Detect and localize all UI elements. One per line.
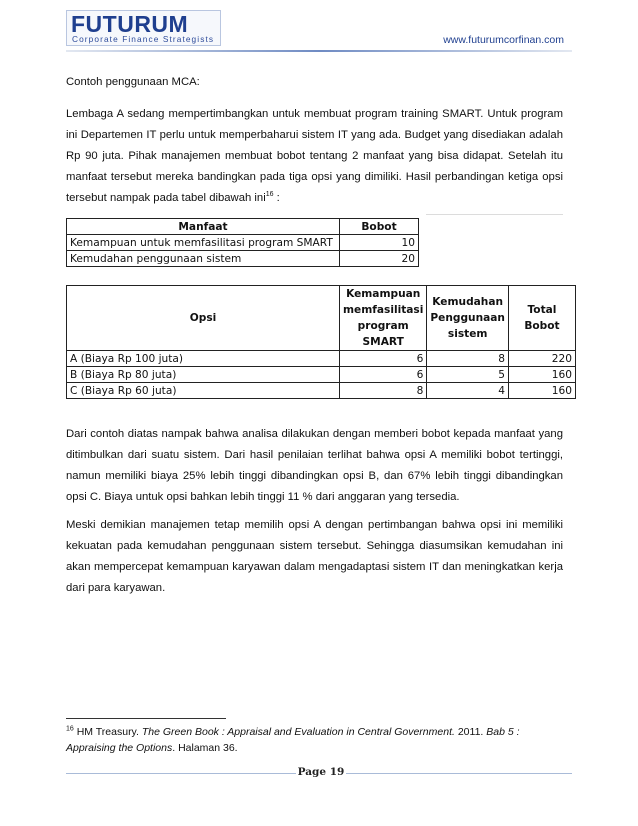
options-table-wrapper <box>66 285 576 399</box>
footer-divider-right <box>346 773 572 774</box>
cell-kemudahan: 8 <box>427 351 509 367</box>
header-divider <box>66 50 572 52</box>
cell-kemampuan: 6 <box>340 351 427 367</box>
intro-text: Contoh penggunaan MCA: <box>66 76 200 88</box>
footnote-ref: 16 <box>265 191 274 199</box>
cell-total-bobot: 220 <box>508 351 575 367</box>
paragraph-1-suffix: : <box>273 192 280 204</box>
logo-title: FUTURUM <box>71 11 189 37</box>
table-row <box>67 367 576 383</box>
footnote-chapter: Bab 5 : Appraising the Options <box>66 726 520 754</box>
footer-divider-left <box>66 773 296 774</box>
header-total-bobot: Total Bobot <box>508 286 575 351</box>
page-number: Page 19 <box>297 766 345 778</box>
weights-table-wrapper <box>66 218 419 267</box>
cell-kemudahan: 5 <box>427 367 509 383</box>
weights-table <box>66 218 419 267</box>
table-header-row <box>67 219 419 235</box>
logo-subtitle: Corporate Finance Strategists <box>72 34 215 44</box>
cell-total-bobot: 160 <box>508 383 575 399</box>
table-row <box>67 235 419 251</box>
cell-bobot: 20 <box>340 251 419 267</box>
paragraph-2: Dari contoh diatas nampak bahwa analisa dilakukan dengan memberi bobot kepada manfaat yang ditimbulkan dari suatu sistem. Dari hasil penilaian terlihat bahwa opsi A memiliki bobot tertinggi, namun memiliki biaya 25% lebih tinggi dibandingkan opsi B, dan 67% lebih tinggi dibandingkan opsi C. Biaya untuk opsi bahkan lebih tinggi 11 % dari anggaran yang tersedia. <box>66 428 563 503</box>
cell-total-bobot: 160 <box>508 367 575 383</box>
main-content <box>66 74 563 209</box>
paragraph-1-text: Lembaga A sedang mempertimbangkan untuk membuat program training SMART. Untuk program ini Departemen IT perlu untuk memperbaharui sistem IT yang ada. Budget yang disediakan adalah Rp 90 juta. Pihak manajemen membuat bobot tentang 2 manfaat yang bisa didapat. Setelah itu manfaat tersebut mereka bandingkan pada tiga opsi yang dimiliki. Hasil perbandingan ketiga opsi tersebut nampak pada tabel dibawah ini <box>66 108 563 204</box>
header-manfaat: Manfaat <box>67 219 340 235</box>
paragraph-3: Meski demikian manajemen tetap memilih opsi A dengan pertimbangan bahwa opsi ini memiliki kekuatan pada kemudahan penggunaan sistem tersebut. Sehingga diasumsikan kemudahan ini akan mempercepat kemampuan karyawan dalam mengadaptasi sistem IT dan meningkatkan kerja dari para karyawan. <box>66 519 563 594</box>
header-kemampuan: Kemampuan memfasilitasi program SMART <box>340 286 427 351</box>
header-opsi: Opsi <box>67 286 340 351</box>
table-row <box>67 251 419 267</box>
cell-manfaat: Kemampuan untuk memfasilitasi program SMART <box>67 235 340 251</box>
footnote-divider <box>66 718 226 719</box>
options-table <box>66 285 576 399</box>
table-row <box>67 351 576 367</box>
footnote-year: 2011. <box>457 726 484 738</box>
futurum-logo <box>66 10 221 46</box>
cell-manfaat: Kemudahan penggunaan sistem <box>67 251 340 267</box>
cell-kemampuan: 8 <box>340 383 427 399</box>
cell-bobot: 10 <box>340 235 419 251</box>
footnote-number: 16 <box>66 725 74 733</box>
paragraph-1 <box>66 104 563 209</box>
footnote-title: The Green Book : Appraisal and Evaluation in Central Government. <box>141 726 455 738</box>
table-row <box>67 383 576 399</box>
table-header-row <box>67 286 576 351</box>
cell-opsi: B (Biaya Rp 80 juta) <box>67 367 340 383</box>
footnote-author: HM Treasury. <box>76 726 139 738</box>
footnote-page: . Halaman 36. <box>172 742 238 754</box>
footnote <box>66 724 563 756</box>
cell-kemampuan: 6 <box>340 367 427 383</box>
header-bobot: Bobot <box>340 219 419 235</box>
cell-opsi: A (Biaya Rp 100 juta) <box>67 351 340 367</box>
header-url[interactable]: www.futurumcorfinan.com <box>443 34 564 46</box>
cell-opsi: C (Biaya Rp 60 juta) <box>67 383 340 399</box>
table-separator-line <box>426 214 563 215</box>
page-header <box>0 0 638 60</box>
header-kemudahan: Kemudahan Penggunaan sistem <box>427 286 509 351</box>
analysis-content <box>66 424 563 599</box>
cell-kemudahan: 4 <box>427 383 509 399</box>
